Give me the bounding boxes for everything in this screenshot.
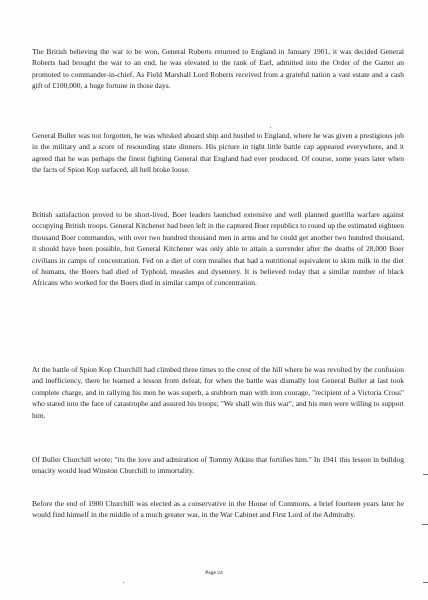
- paragraph-buller-quote: Of Buller Churchill wrote; "its the love and admiration of Tommy Atkins that fortifies him." In 1941 this lesson in bulldog tenacity would lead Winston Churchill to immortality.: [32, 455, 404, 476]
- scan-speck: [270, 127, 271, 128]
- paragraph-buller-return: General Buller was not forgotten, he was whisked aboard ship and hustled to England, where he was given a prestigious job in the military and a score of resounding state dinners. His picture in tight little battle cap appeared everywhere, and it agreed that he was perhaps the finest fighting General that England had ever produced. Of course, some years later when the facts of Spion Kop surfaced, all hell broke loose.: [32, 131, 404, 175]
- paragraph-churchill-elected: Before the end of 1900 Churchill was elected as a conservative in the House of Commons, a brief fourteen years later he would find himself in the middle of a much greater war, in the War Cabinet and First Lord of the Admiralty.: [32, 499, 404, 520]
- page-number: Page 24: [205, 570, 223, 576]
- paragraph-spion-kop: At the battle of Spion Kop Churchill had climbed three times to the crest of the hill where he was revolted by the confusion and inefficiency, there he learned a lesson from defeat, for when the battle was dismally lost General Buller at last took complete charge, and in rallying his men he was superb, a stubborn man with iron courage, "recipient of a Victoria Cross" who stared into the face of catastrophe and assured his troops; "We shall win this war", and his men were willing to support him.: [32, 365, 404, 420]
- scan-edge-mark: [422, 524, 428, 525]
- scan-edge-mark: [423, 582, 428, 583]
- paragraph-roberts-return: The British believing the war to be won, General Roberts returned to England in January 1901, it was decided General Roberts had brought the war to an end, he was elevated to the rank of Earl, admitted into the Order of the Garter an promoted to commander-in-chief. As Field Marshall Lord Roberts received from a grateful nation a vast estate and a cash gift of £100,000, a huge fortune in those days.: [32, 47, 404, 91]
- paragraph-guerilla-warfare: British satisfaction proved to be short-lived, Boer leaders launched extensive and well planned guerilla warfare against occupying British troops. General Kitchener had been left in the captured Boer republics to round up the estimated eighteen thousand Boer commandos, with over two hundred thousand men in arms and he could get another two hundred thousand, it should have been possible, but General Kitchener was only able to attain a surrender after the deaths of 28,000 Boer civilians in camps of concentration. Fed on a diet of corn mealies that had a nutritional equivalent to skim milk in the diet of humans, the Boers had died of Typhoid, measles and dysentery. It is believed today that a similar number of black Africans who worked for the Boers died in similar camps of concentration.: [32, 210, 404, 288]
- scan-edge-mark: [423, 474, 428, 475]
- scan-speck: [123, 582, 124, 583]
